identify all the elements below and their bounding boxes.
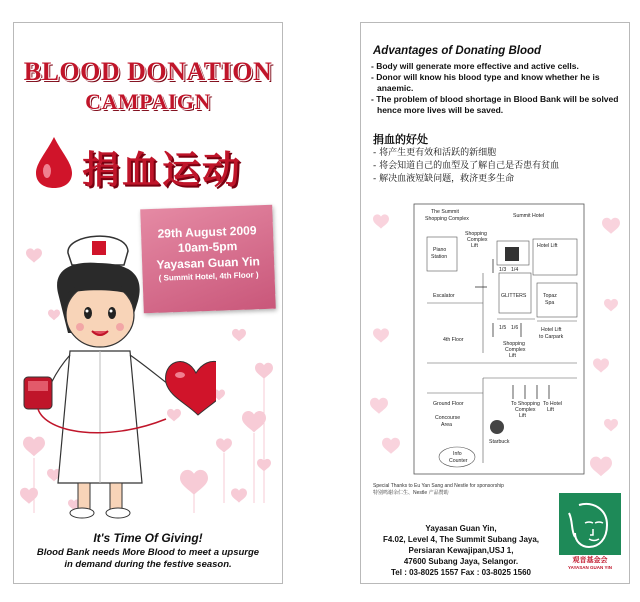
event-date: 29th August 2009 — [157, 223, 257, 241]
blood-drop-icon — [34, 135, 74, 189]
map-label: Hotel Lift — [541, 327, 562, 333]
tagline-sub-line-1: Blood Bank needs More Blood to meet a upsurge — [36, 547, 260, 558]
title-chinese: 捐血运动 — [82, 148, 243, 192]
map-label: Concourse — [435, 415, 461, 421]
address-line: Yayasan Guan Yin, — [425, 524, 497, 533]
map-label: Complex — [515, 407, 536, 413]
guan-yin-logo — [559, 493, 621, 555]
map-label: Shopping — [503, 341, 525, 347]
title-line-2: CAMPAIGN — [85, 89, 211, 114]
map-label: GLITTERS — [501, 293, 527, 299]
list-item: - Donor will know his blood type and know whether he is anaemic. — [371, 72, 600, 93]
map-label: Shopping — [465, 231, 487, 237]
map-label: Counter — [449, 458, 468, 464]
map-label: Starbuck — [489, 439, 510, 445]
map-label: 1/6 — [511, 325, 519, 331]
map-label: Lift — [519, 413, 526, 419]
list-item: - 将产生更有效和活跃的新细胞 — [373, 148, 497, 158]
map-label: Lift — [509, 353, 516, 359]
map-label: Spa — [545, 300, 555, 306]
list-item: - The problem of blood shortage in Blood Bank will be solved hence more lives will be saved. — [371, 94, 619, 115]
advantages-title: Advantages of Donating Blood — [373, 45, 542, 57]
nurse-illustration — [16, 223, 216, 523]
event-venue-detail: ( Summit Hotel, 4th Floor ) — [158, 270, 259, 283]
map-label: Info — [453, 451, 462, 457]
front-cover-panel — [13, 22, 283, 584]
map-label: Area — [441, 422, 452, 428]
map-label: Hotel Lift — [537, 243, 558, 249]
map-label: Station — [431, 254, 448, 260]
map-label: Piano — [433, 247, 447, 253]
address-line: 47600 Subang Jaya, Selangor. — [403, 557, 519, 566]
advantages-list — [371, 61, 623, 116]
map-label: Ground Floor — [433, 401, 464, 407]
event-venue: Yayasan Guan Yin — [156, 254, 261, 272]
title-line-1: BLOOD DONATION — [23, 57, 273, 86]
address-line: F4.02, Level 4, The Summit Subang Jaya, — [382, 535, 540, 544]
advantages-list-chinese — [373, 147, 625, 186]
floor-map — [413, 203, 585, 475]
logo-chinese-name: 观音基金会 — [572, 556, 608, 564]
list-item: - 解决血液短缺问题，救济更多生命 — [373, 174, 515, 184]
tagline-sub-line-2: in demand during the festive season. — [64, 559, 232, 570]
address-line: Persiaran Kewajipan,USJ 1, — [408, 546, 514, 555]
sponsor-thanks-zh: 特别鸣谢余仁生、Nestle 产品赞助 — [373, 490, 449, 496]
list-item: - Body will generate more effective and active cells. — [371, 61, 579, 71]
advantages-title-chinese: 捐血的好处 — [373, 133, 428, 146]
guan-yin-face-icon — [559, 493, 621, 555]
tagline-sub — [22, 547, 274, 571]
map-label: Complex — [505, 347, 526, 353]
map-label: 4th Floor — [443, 337, 464, 343]
map-label: 1/4 — [511, 267, 519, 273]
map-label: Lift — [547, 407, 554, 413]
list-item: - 将会知道自己的血型及了解自己是否患有贫血 — [373, 161, 560, 171]
map-label: 1/3 — [499, 267, 507, 273]
event-time: 10am-5pm — [177, 238, 238, 256]
map-label: Complex — [467, 237, 488, 243]
map-label: 1/5 — [499, 325, 507, 331]
map-label: Escalator — [433, 293, 455, 299]
map-label: The Summit — [431, 209, 459, 215]
map-label: Lift — [471, 243, 478, 249]
map-label: Topaz — [543, 293, 557, 299]
map-label: Shopping Complex — [425, 216, 469, 222]
map-label: To Hotel — [543, 401, 563, 407]
map-label: Summit Hotel — [513, 213, 545, 219]
tagline: It's Time Of Giving! — [93, 531, 203, 545]
sponsor-thanks-en: Special Thanks to Eu Yan Sang and Nestle for sponsorship — [373, 483, 504, 489]
back-panel — [360, 22, 630, 584]
address-line: Tel : 03-8025 1557 Fax : 03-8025 1560 — [391, 568, 531, 577]
logo-english-name: YAYASAN GUAN YIN — [568, 565, 612, 570]
address-block — [365, 523, 557, 578]
map-label: to Carpark — [539, 334, 564, 340]
map-label: To Shopping — [511, 401, 540, 407]
